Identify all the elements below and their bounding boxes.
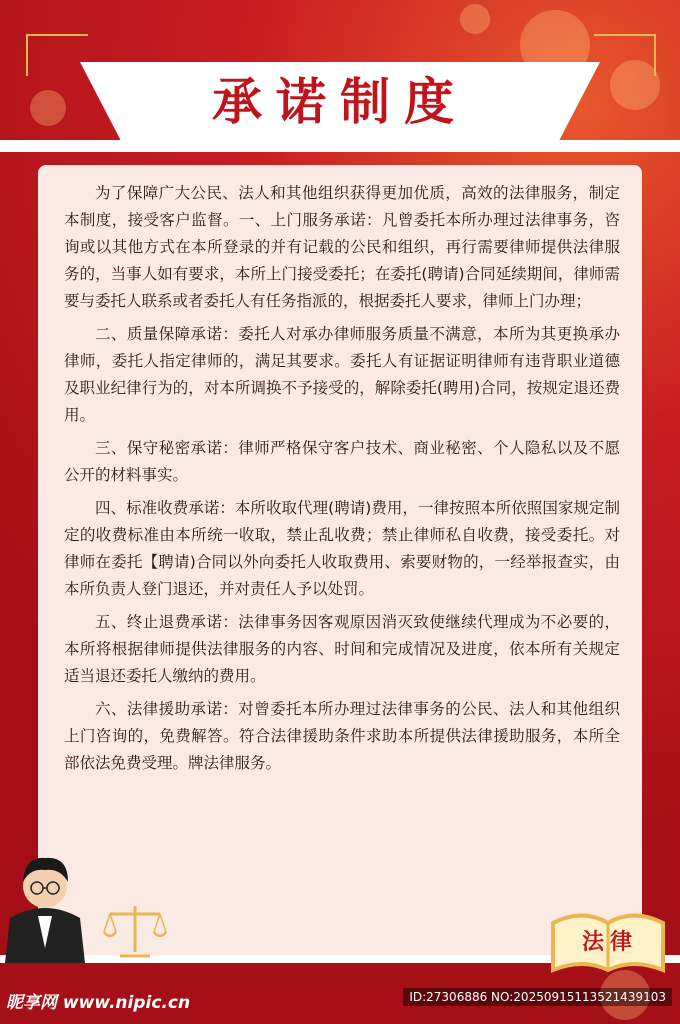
paragraph: 五、终止退费承诺：法律事务因客观原因消灭致使继续代理成为不必要的，本所将根据律师提供法律服务的内容、时间和完成情况及进度，依本所有关规定适当退还委托人缴纳的费用。 <box>64 613 620 685</box>
gold-frame-corner <box>26 34 88 76</box>
scale-of-justice-icon <box>100 900 170 960</box>
lawyer-illustration <box>0 838 90 963</box>
watermark-text: 昵享网 www.nipic.cn <box>6 993 191 1013</box>
paragraph: 四、标准收费承诺：本所收取代理(聘请)费用，一律按照本所依照国家规定制定的收费标准由本所统一收取，禁止乱收费；禁止律师私自收费，接受委托。对律师在委托【聘请)合同以外向委托人收取费用、索要财物的，一经举报查实，由本所负责人登门退还，并对责任人予以处罚。 <box>64 499 620 598</box>
bokeh-light <box>30 90 66 126</box>
paragraph: 为了保障广大公民、法人和其他组织获得更加优质，高效的法律服务，制定本制度，接受客户监督。一、上门服务承诺：凡曾委托本所办理过法律事务，咨询或以其他方式在本所登录的并有记载的公民和组织，再行需要律师提供法律服务的，当事人如有要求，本所上门接受委托；在委托(聘请)合同延续期间，律师需要与委托人联系或者委托人有任务指派的，根据委托人要求，律师上门办理； <box>64 184 620 310</box>
paragraph: 六、法律援助承诺：对曾委托本所办理过法律事务的公民、法人和其他组织上门咨询的，免费解答。符合法律援助条件求助本所提供法律援助服务，本所全部依法免费受理。牌法律服务。 <box>64 700 620 772</box>
body-text <box>64 180 620 783</box>
page-title: 承诺制度 <box>212 72 468 131</box>
paragraph: 三、保守秘密承诺：律师严格保守客户技术、商业秘密、个人隐私以及不愿公开的材料事实。 <box>64 439 620 484</box>
gold-frame-corner <box>594 34 656 76</box>
paragraph: 二、质量保障承诺：委托人对承办律师服务质量不满意，本所为其更换承办律师，委托人指定律师的，满足其要求。委托人有证据证明律师有违背职业道德及职业纪律行为的，对本所调换不予接受的，解除委托(聘用)合同，按规定退还费用。 <box>64 325 620 424</box>
book-label: 法律 <box>581 929 638 955</box>
image-id-text: ID:27306886 NO:20250915113521439103 <box>403 988 672 1006</box>
bokeh-light <box>460 4 490 34</box>
